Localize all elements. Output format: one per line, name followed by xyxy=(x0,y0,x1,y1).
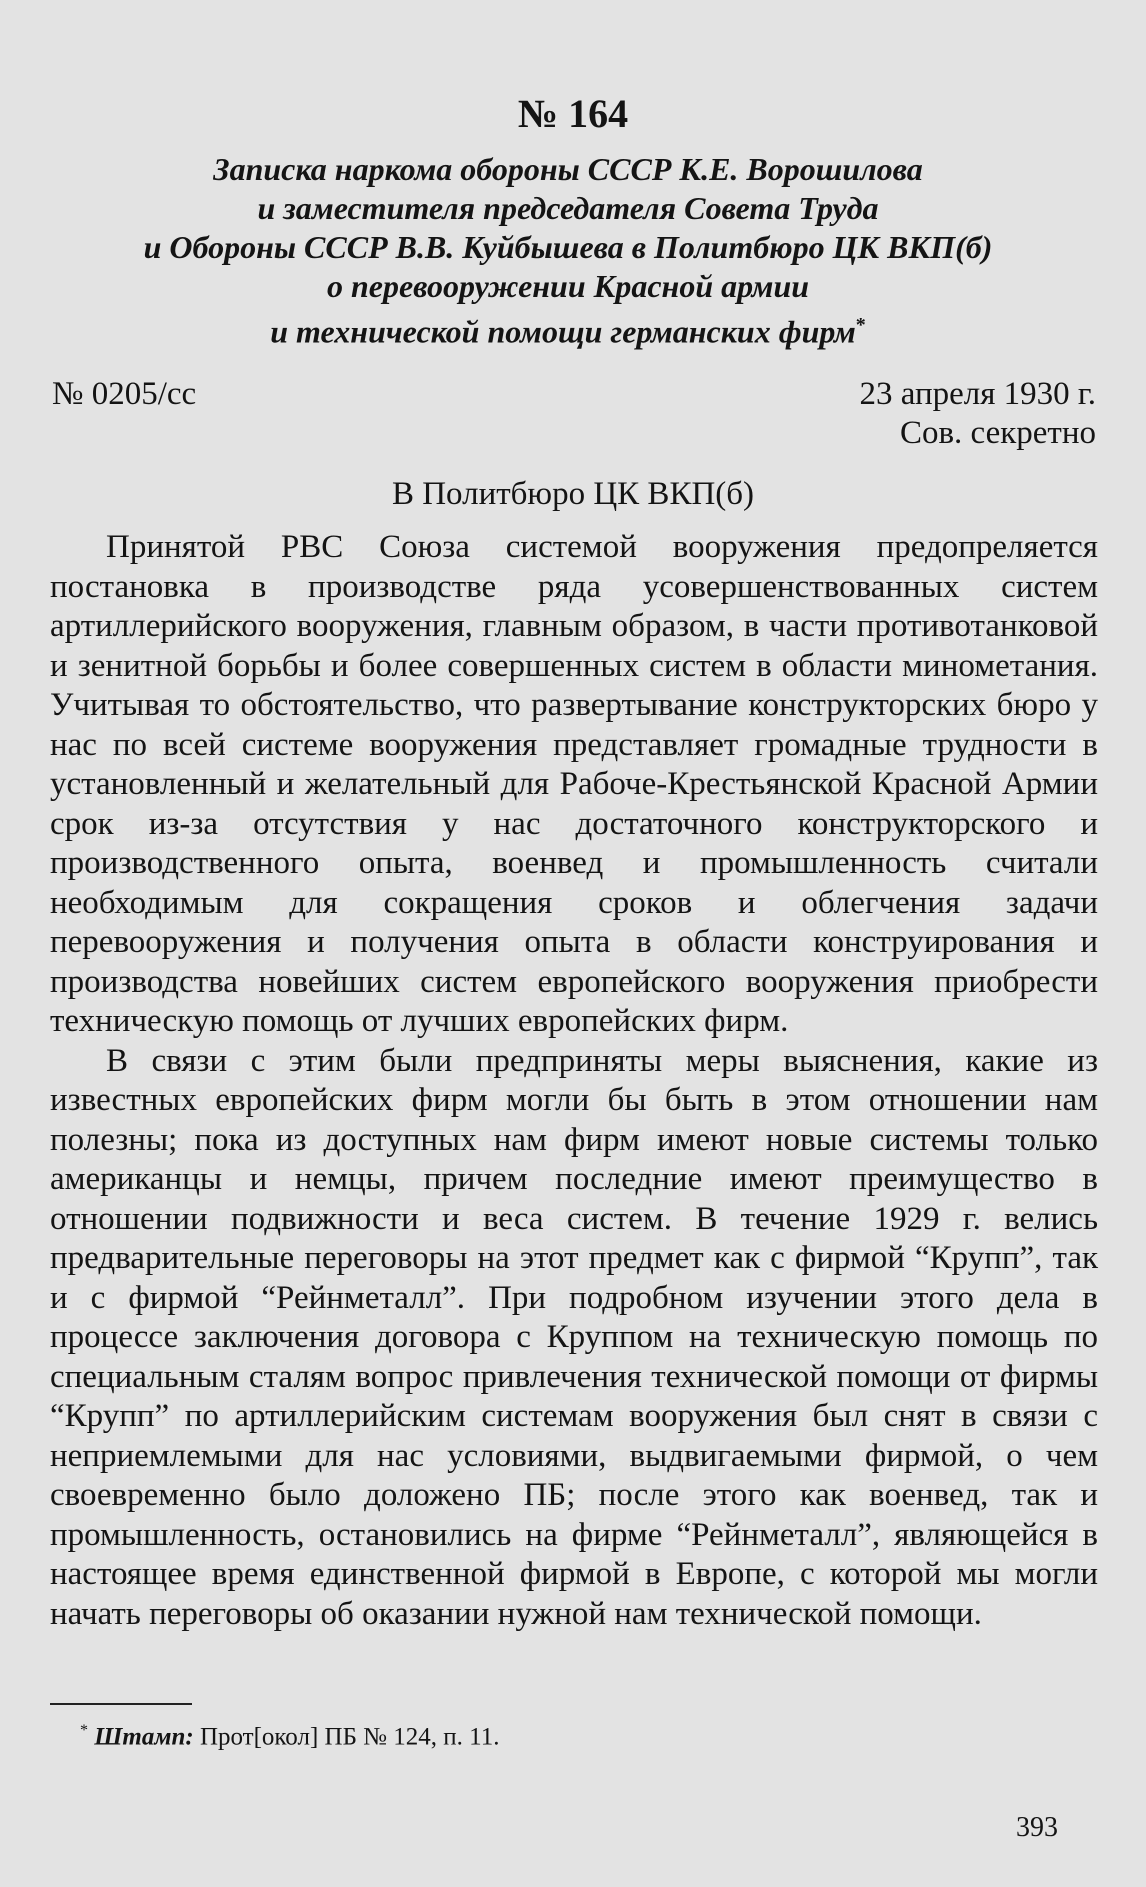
title-line: и заместителя председателя Совета Труда xyxy=(257,190,879,226)
page-number: 393 xyxy=(1016,1812,1058,1843)
classification-stamp: Сов. секретно xyxy=(899,415,1096,451)
addressee: В Политбюро ЦК ВКП(б) xyxy=(391,476,755,512)
title-line: о перевооружении Красной армии xyxy=(326,268,810,304)
paragraph: В связи с этим были предприняты меры выяснения, какие из известных европейских фирм могли бы быть в этом отношении нам полезны; пока из доступных нам фирм имеют новые системы только американцы и немцы, причем последние имеют преимущество в отношении подвижности и веса систем. В течение 1929 г. велись предварительные переговоры на этот предмет как с фирмой “Крупп”, так и с фирмой “Рейнметалл”. При подробном изучении этого дела в процессе заключения договора с Круппом на техническую помощь по специальным сталям вопрос привлечения технической помощи от фирмы “Крупп” по артиллерийским системам вооружения был снят в связи с неприемлемыми для нас условиями, выдвигаемыми фирмой, о чем своевременно было доложено ПБ; после этого как военвед, так и промышленность, остановились на фирме “Рейнметалл”, являющейся в настоящее время единственной фирмой в Европе, с которой мы могли начать переговоры об оказании нужной нам технической помощи. xyxy=(50,1042,1098,1632)
registration-number: № 0205/сс xyxy=(52,376,197,412)
title-line-last xyxy=(80,306,1056,352)
document-title xyxy=(80,150,1056,352)
title-line: Записка наркома обороны СССР К.Е. Ворошилова xyxy=(213,151,923,187)
footnote xyxy=(80,1722,500,1751)
document-number: № 164 xyxy=(517,91,629,136)
footnote-text: Прот[окол] ПБ № 124, п. 11. xyxy=(199,1723,500,1751)
footnote-mark: * xyxy=(80,1722,88,1739)
title-line: и Обороны СССР В.В. Куйбышева в Политбюро ЦК ВКП(б) xyxy=(143,229,993,265)
title-line: и технической помощи германских фирм xyxy=(270,313,856,350)
footnote-divider xyxy=(50,1703,192,1705)
document-date: 23 апреля 1930 г. xyxy=(859,376,1096,412)
paragraph: Принятой РВС Союза системой вооружения предопреляется постановка в производстве ряда усовершенствованных систем артиллерийского вооружения, главным образом, в части противотанковой и зенитной борьбы и более совершенных систем в области минометания. Учитывая то обстоятельство, что развертывание конструкторских бюро у нас по всей системе вооружения представляет громадные трудности в установленный и желательный для Рабоче-Крестьянской Красной Армии срок из-за отсутствия у нас достаточного конструкторского и производственного опыта, военвед и промышленность считали необходимым для сокращения сроков и облегчения задачи перевооружения и получения опыта в области конструирования и производства новейших систем европейского вооружения приобрести техническую помощь от лучших европейских фирм. xyxy=(50,529,1098,1039)
footnote-label: Штамп: xyxy=(94,1723,194,1751)
title-footnote-mark: * xyxy=(855,314,866,336)
document-body xyxy=(50,528,1098,1634)
